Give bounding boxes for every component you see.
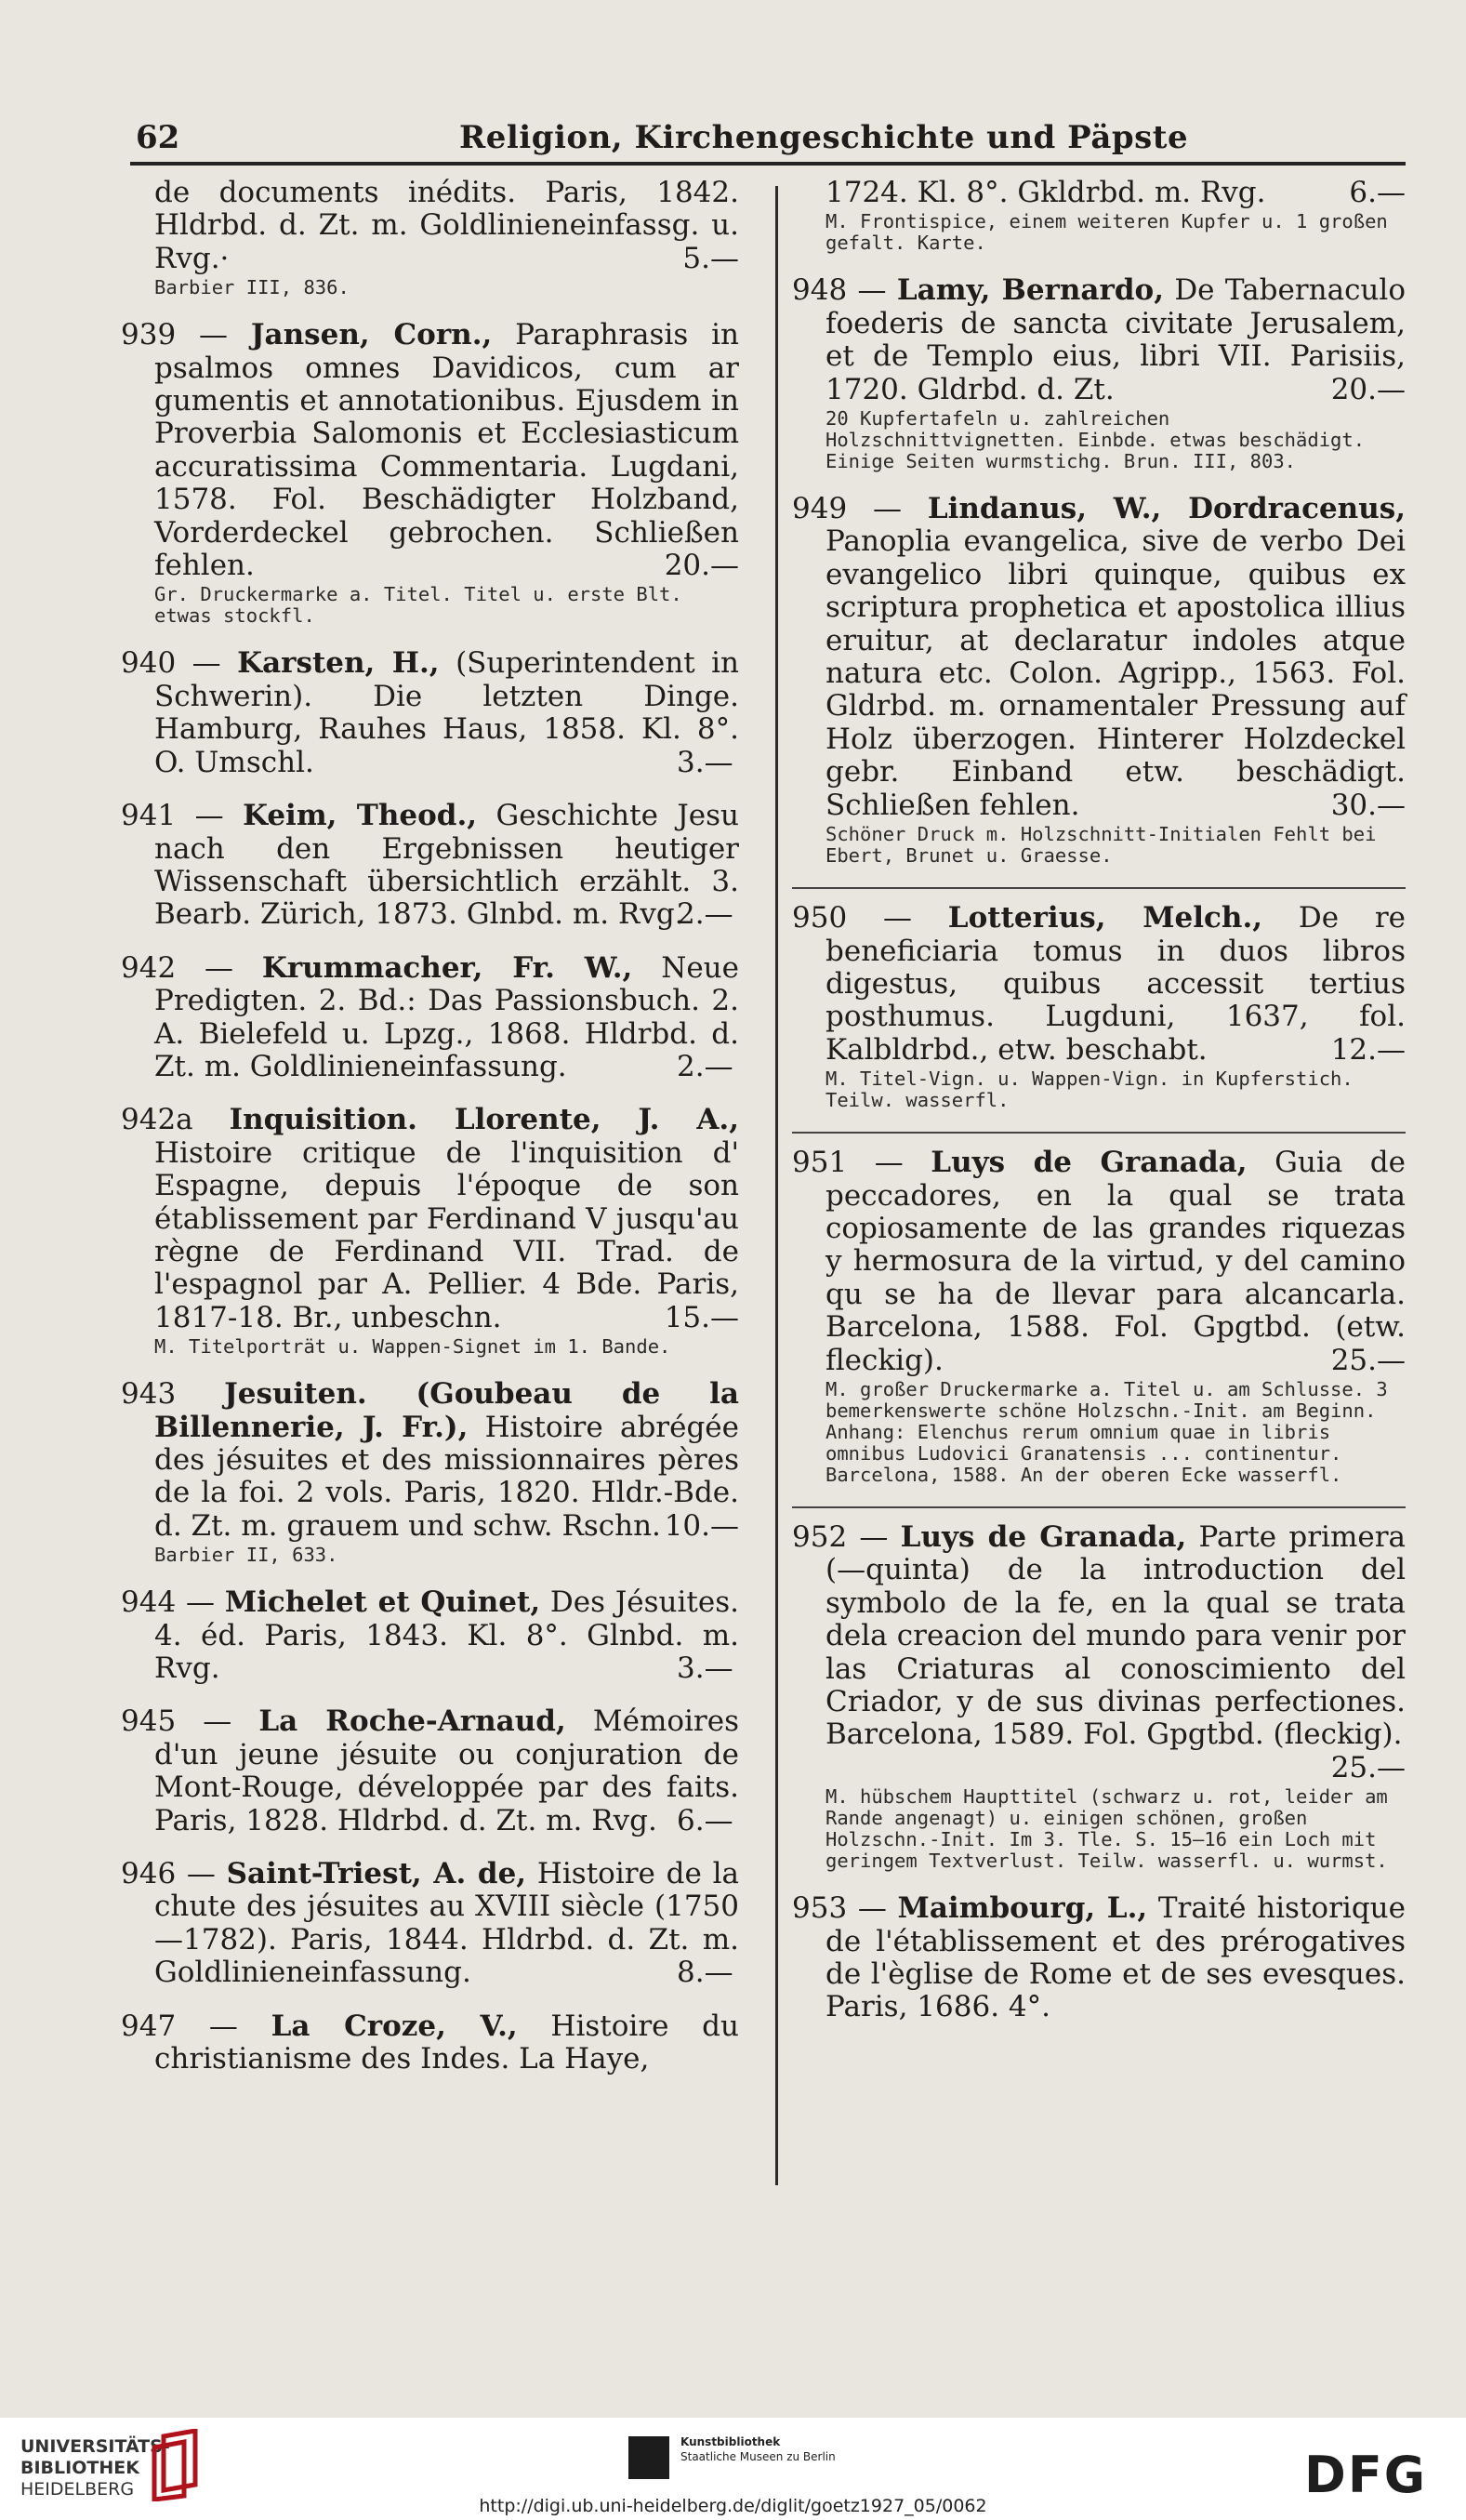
entry-text: [792, 493, 1406, 822]
catalog-entry: [121, 1586, 739, 1685]
entry-description: Histoire de la chute des jésuites au XVIII siècle (1750—1782). Paris, 1844. Hldrbd. d. Zt. m. Goldlinieneinfassung.: [154, 1857, 739, 1990]
entry-text: [121, 1705, 739, 1837]
catalog-entry: [792, 1521, 1406, 1872]
kb-line1: Kunstbibliothek: [680, 2435, 781, 2448]
entry-text: [121, 319, 739, 582]
entry-number: 953 —: [792, 1891, 898, 1926]
entry-price: 3.—: [677, 745, 733, 779]
entry-number: 940 —: [121, 646, 238, 681]
kunstbibliothek-icon[interactable]: [628, 2436, 669, 2479]
entry-number: 947 —: [121, 2009, 271, 2043]
left-column: [121, 177, 739, 2097]
entry-text: [121, 1104, 739, 1334]
entry-note: Schöner Druck m. Holzschnitt-Initialen Fehlt bei Ebert, Brunet u. Graesse.: [825, 823, 1377, 868]
entry-description: Histoire abrégée des jésuites et des missionnaires pères de la foi. 2 vols. Paris, 1820. Hldr.-Bde. d. Zt. m. grauem und schw. Rschn.: [154, 1410, 739, 1543]
catalog-entry: [121, 1705, 739, 1837]
entry-text: [792, 274, 1406, 406]
entry-description: Histoire critique de l'inquisition d' Espagne, depuis l'époque de son établissement par Ferdinand V jusqu'au règne de Ferdinand VII. Trad. de l'espagnol par A. Pellier. 4 Bde. Paris, 1817-18. Br., unbeschn.: [154, 1135, 739, 1334]
entry-number: 944 —: [121, 1585, 225, 1620]
catalog-entry: [121, 952, 739, 1084]
entry-description: Geschichte Jesu nach den Ergebnissen heutiger Wissenschaft übersichtlich erzählt. 3. Bearb. Zürich, 1873. Glnbd. m. Rvg.: [154, 799, 739, 932]
page-number: 62: [136, 119, 180, 156]
entry-author: Jansen, Corn.,: [250, 318, 493, 352]
entry-number: 951 —: [792, 1146, 931, 1180]
entry-description: Guia de peccadores, en la qual se trata copiosamente de las grandes riquezas y hermosura de la virtud, y del camino qu se ha de llevar para alcancarla. Barcelona, 1588. Fol. Gpgtbd. (etw. fleckig).: [825, 1146, 1406, 1377]
entry-number: 950 —: [792, 901, 948, 935]
entry-description: De re beneficiaria tomus in duos libros digestus, quibus accessit tertius posthumus. Lugduni, 1637, fol. Kalbldrbd., etw. beschabt.: [825, 901, 1406, 1067]
entry-price: 30.—: [1330, 788, 1406, 822]
entry-number: 942a: [121, 1103, 230, 1137]
entry-text: [121, 800, 739, 932]
entry-note: M. Titel-Vign. u. Wappen-Vign. in Kupferstich. Teilw. wasserfl.: [825, 1068, 1354, 1112]
entry-price: 6.—: [1349, 176, 1406, 209]
entry-number: 952 —: [792, 1519, 901, 1554]
entry-description: de documents inédits. Paris, 1842. Hldrbd. d. Zt. m. Goldlinieneinfassg. u. Rvg.·: [154, 176, 739, 275]
entry-description: Histoire du christianisme des Indes. La Haye,: [154, 2009, 739, 2076]
page-header: [130, 113, 1406, 166]
entry-price: 10.—: [664, 1508, 739, 1543]
entry-number: 943: [121, 1377, 225, 1412]
entry-note: M. hübschem Haupttitel (schwarz u. rot, leider am Rande angenagt) u. einigen schönen, großen Holzschn.-Init. Im 3. Tle. S. 15—16 ein Loch mit geringem Textverlust. Teilw. wasserfl. u. wurmst.: [825, 1785, 1388, 1873]
entry-price: 25.—: [1330, 1343, 1406, 1377]
entry-price: 20.—: [664, 549, 739, 583]
entry-number: 941 —: [121, 799, 244, 833]
catalog-entry: [792, 1892, 1406, 2024]
ub-emblem-icon: [147, 2429, 206, 2501]
entry-author: Lotterius, Melch.,: [947, 901, 1263, 935]
footer: [0, 2418, 1466, 2520]
entry-description: Parte primera (—quinta) de la introduction del symbolo de la fe, en la qual se trata dela creacion del mundo para venir por las Criaturas al conoscimiento del Criador, y de sus divinas perfectiones. Barcelona, 1589. Fol. Gpgtbd. (fleckig).: [825, 1519, 1406, 1752]
entry-number: 939 —: [121, 318, 251, 352]
right-column: [792, 177, 1406, 2045]
catalog-entry: [792, 1147, 1406, 1486]
entry-description: Panoplia evangelica, sive de verbo Dei evangelico libri quinque, quibus ex scriptura prophetica et apostolica illius eruitur, at declaratur indoles atque natura etc. Colon. Agripp., 1563. Fol. Gldrbd. m. ornamentaler Pressung auf Holz überzogen. Hinterer Holzdeckel gebr. Einband etw. beschädigt. Schließen fehlen.: [825, 524, 1406, 822]
header-rule: [130, 162, 1406, 166]
entry-price: 5.—: [682, 241, 739, 275]
entry-author: Karsten, H.,: [237, 646, 440, 681]
entry-author: Lindanus, W., Dordracenus,: [927, 492, 1406, 526]
entry-number: 948 —: [792, 273, 897, 308]
catalog-entry: [792, 274, 1406, 472]
entry-note: Barbier II, 633.: [154, 1544, 338, 1567]
entry-text: [121, 647, 739, 779]
entry-description: (Superintendent in Schwerin). Die letzten Dinge. Hamburg, Rauhes Haus, 1858. Kl. 8°. O. Umschl.: [154, 646, 740, 779]
catalog-entry: [792, 902, 1406, 1111]
entry-price: 2.—: [677, 1049, 733, 1083]
catalog-entry: [792, 177, 1406, 254]
entry-text: [792, 1147, 1406, 1377]
entry-author: Maimbourg, L.,: [897, 1891, 1148, 1926]
dfg-logo[interactable]: DFG: [1304, 2446, 1428, 2504]
entry-author: Keim, Theod.,: [243, 799, 478, 833]
catalog-entry: [121, 647, 739, 779]
entry-price: 15.—: [664, 1300, 739, 1334]
entry-description: Mémoires d'un jeune jésuite ou conjuration de Mont-Rouge, développée par des faits. Paris, 1828. Hldrbd. d. Zt. m. Rvg.: [154, 1704, 739, 1837]
entry-note: Barbier III, 836.: [154, 276, 350, 299]
ub-logo-line3: HEIDELBERG: [20, 2479, 135, 2500]
entry-author: La Croze, V.,: [271, 2009, 518, 2043]
entry-note: Gr. Druckermarke a. Titel. Titel u. erste Blt. etwas stockfl.: [154, 583, 682, 628]
entry-author: Saint-Triest, A. de,: [226, 1857, 527, 1891]
entry-price: 12.—: [1330, 1032, 1406, 1067]
catalog-entry: [121, 177, 739, 298]
entry-text: [121, 1378, 739, 1543]
catalog-entry: [121, 1104, 739, 1358]
entry-separator: [792, 887, 1406, 889]
catalog-entry: [121, 319, 739, 627]
ub-logo-line2: BIBLIOTHEK: [20, 2458, 139, 2478]
entry-note: M. Titelporträt u. Wappen-Signet im 1. Bande.: [154, 1335, 671, 1359]
entry-text: [792, 177, 1406, 209]
entry-description: De Tabernaculo foederis de sancta civitate Jerusalem, et de Templo eius, libri VII. Parisiis, 1720. Gldrbd. d. Zt.: [825, 273, 1406, 406]
catalog-entry: [121, 800, 739, 932]
entry-text: [121, 1586, 739, 1685]
entry-note: M. großer Druckermarke a. Titel u. am Schlusse. 3 bemerkenswerte schöne Holzschn.-Init. am Beginn. Anhang: Elenchus rerum omnium quae in libris omnibus Ludovici Granatensis ... continentur. Barcelona, 1588. An der oberen Ecke wasserfl.: [825, 1377, 1388, 1486]
entry-author: Michelet et Quinet,: [224, 1585, 541, 1620]
entry-number: 946 —: [121, 1857, 227, 1891]
entry-price: 25.—: [1330, 1750, 1406, 1784]
entry-text: [792, 902, 1406, 1067]
entry-text: [121, 1858, 739, 1990]
entry-author: Luys de Granada,: [900, 1519, 1187, 1554]
running-title: Religion, Kirchengeschichte und Päpste: [459, 119, 1189, 156]
entry-number: 942 —: [121, 950, 262, 985]
entry-author: La Roche-Arnaud,: [258, 1704, 566, 1739]
entry-price: 6.—: [677, 1803, 733, 1837]
entry-separator: [792, 1132, 1406, 1134]
entry-number: 945 —: [121, 1704, 259, 1739]
entry-note: 20 Kupfertafeln u. zahlreichen Holzschnittvignetten. Einbde. etwas beschädigt. Einige Seiten wurmstichg. Brun. III, 803.: [825, 407, 1366, 473]
entry-price: 3.—: [677, 1651, 733, 1686]
entry-text: [121, 2010, 739, 2076]
entry-price: 2.—: [677, 897, 733, 932]
kb-line2: Staatliche Museen zu Berlin: [680, 2450, 836, 2463]
entry-text: [121, 952, 739, 1084]
entry-description: Des Jésuites. 4. éd. Paris, 1843. Kl. 8°. Glnbd. m. Rvg.: [154, 1585, 739, 1686]
kunstbibliothek-label: [680, 2434, 836, 2464]
page-url[interactable]: http://digi.ub.uni-heidelberg.de/diglit/goetz1927_05/0062: [479, 2496, 987, 2516]
entry-description: Paraphrasis in psalmos omnes Davidicos, cum ar gumentis et annotationibus. Ejusdem in Proverbia Salomonis et Ecclesiasticum accuratissima Commentaria. Lugdani, 1578. Fol. Beschädigter Holzband, Vorderdeckel gebrochen. Schließen fehlen.: [154, 318, 739, 583]
entry-description: Traité historique de l'établissement et des prérogatives de l'èglise de Rome et de ses evesques. Paris, 1686. 4°.: [825, 1891, 1406, 2024]
ub-logo-line1: UNIVERSITÄTS-: [20, 2436, 170, 2457]
entry-text: [121, 177, 739, 275]
column-divider: [775, 186, 778, 2185]
catalog-entry: [121, 1378, 739, 1566]
entry-description: Neue Predigten. 2. Bd.: Das Passionsbuch. 2. A. Bielefeld u. Lpzg., 1868. Hldrbd. d. Zt. m. Goldlinieneinfassung.: [154, 950, 739, 1083]
entry-text: [792, 1521, 1406, 1784]
entry-author: Jesuiten. (Goubeau de la Billennerie, J. Fr.),: [154, 1377, 739, 1444]
entry-author: Krummacher, Fr. W.,: [261, 950, 633, 985]
entry-note: M. Frontispice, einem weiteren Kupfer u. 1 großen gefalt. Karte.: [825, 210, 1388, 255]
entry-description: 1724. Kl. 8°. Gkldrbd. m. Rvg.: [825, 176, 1266, 209]
catalog-entry: [792, 493, 1406, 867]
entry-separator: [792, 1506, 1406, 1508]
entry-price: 8.—: [677, 1956, 733, 1990]
catalog-entry: [121, 2010, 739, 2076]
entry-author: Lamy, Bernardo,: [896, 273, 1164, 308]
entry-price: 20.—: [1330, 372, 1406, 406]
catalog-entry: [121, 1858, 739, 1990]
entry-text: [792, 1892, 1406, 2024]
entry-author: Inquisition. Llorente, J. A.,: [229, 1103, 739, 1137]
entry-author: Luys de Granada,: [931, 1146, 1248, 1180]
entry-number: 949 —: [792, 492, 928, 526]
